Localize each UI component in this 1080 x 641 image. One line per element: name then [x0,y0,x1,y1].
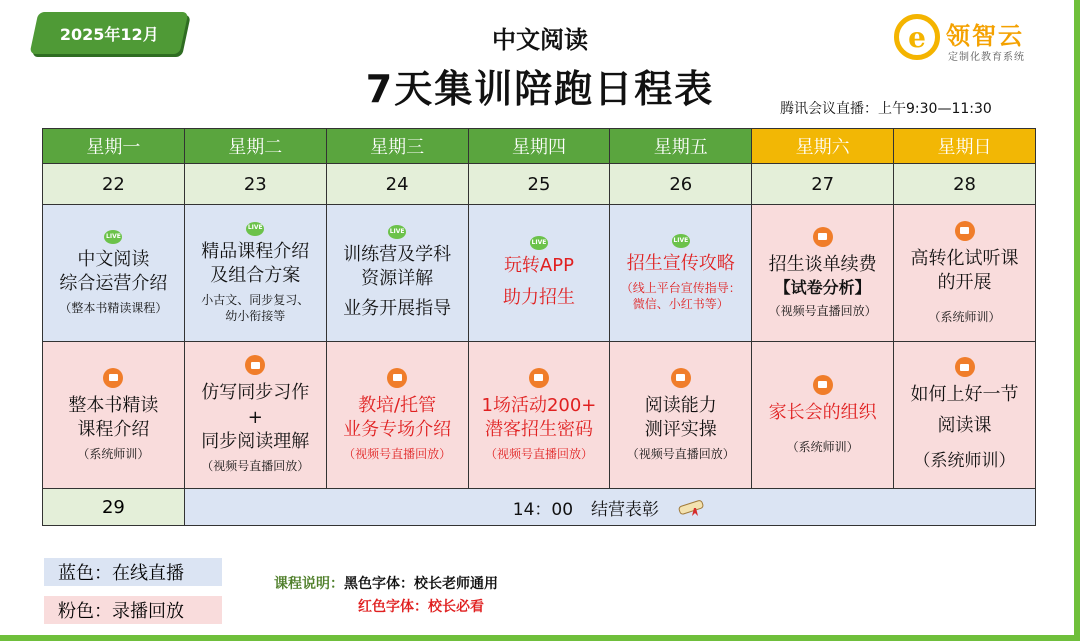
session-note: （系统师训） [786,440,859,455]
session-title: 资源详解 [361,267,434,289]
session-cell [468,205,610,342]
logo-name: 领智云 [946,22,1024,50]
weekday-header-row [43,129,1036,164]
video-record-icon [813,375,833,395]
date-cell: 25 [468,164,610,205]
session-title: 玩转APP [503,254,574,276]
session-title: 潜客招生密码 [484,418,593,440]
session-title: 招生宣传攻略 [626,252,735,274]
session-title: 课程介绍 [77,418,150,440]
session-row-1 [43,205,1036,342]
session-title: + [247,406,263,428]
video-record-icon [245,355,265,375]
closing-event-cell [184,489,1035,526]
session-title: 助力招生 [502,287,575,308]
session-title: 整本书精读 [68,394,159,416]
session-cell [326,342,468,489]
session-title: 1场活动200+ [481,394,597,416]
session-note: （线上平台宣传指导： [620,280,741,295]
session-title: 招生谈单续费 [768,253,877,275]
session-note: 微信、小红书等） [632,297,729,312]
session-cell [43,205,185,342]
session-cell [752,342,894,489]
session-note: （视频号直播回放） [201,459,310,474]
session-note: （视频号直播回放） [768,303,877,318]
session-title: 阅读能力 [644,394,717,416]
date-tab-label: 2025年12月 [59,24,159,44]
session-cell [326,205,468,342]
session-cell [43,342,185,489]
certificate-scroll-icon [677,497,707,517]
session-title: 训练营及学科 [343,243,452,265]
course-note-red: 红色字体：校长必看 [358,599,484,615]
session-title: 及组合方案 [210,264,301,286]
session-title: 如何上好一节 [910,384,1019,406]
logo-tagline: 定制化教育系统 [948,52,1025,63]
session-cell [184,205,326,342]
date-cell: 28 [894,164,1036,205]
session-title: 业务开展指导 [343,298,452,320]
session-title: 家长会的组织 [768,401,877,423]
session-title: 阅读课 [937,414,992,436]
session-cell [894,205,1036,342]
session-note: （视频号直播回放） [343,447,452,462]
video-record-icon [387,368,407,388]
date-cell: 24 [326,164,468,205]
course-note-black: 黑色字体：校长老师通用 [344,576,498,592]
session-title: 精品课程介绍 [201,240,310,262]
session-title: 的开展 [937,271,992,293]
closing-event: 结营表彰 [591,499,660,520]
date-row [43,164,1036,205]
video-record-icon [955,357,975,377]
date-cell: 23 [184,164,326,205]
session-cell [468,342,610,489]
session-cell [752,205,894,342]
session-cell [894,342,1036,489]
course-note [274,573,498,593]
session-title: 仿写同步习作 [201,382,310,404]
session-note: （视频号直播回放） [484,447,593,462]
weekday-thu: 星期四 [468,129,610,164]
video-record-icon [813,227,833,247]
brand-logo [894,14,1044,66]
date-cell: 27 [752,164,894,205]
video-record-icon [103,368,123,388]
course-note-label: 课程说明： [274,576,344,592]
session-note: （系统师训） [913,450,1016,471]
legend-live: 蓝色：在线直播 [44,558,222,586]
page-title: 中文阅读 [492,26,588,54]
session-title: 测评实操 [644,418,717,440]
session-cell [610,205,752,342]
session-note: （系统师训） [77,447,150,462]
session-row-2 [43,342,1036,489]
video-record-icon [955,221,975,241]
weekday-tue: 星期二 [184,129,326,164]
session-note: 幼小衔接等 [225,309,286,324]
weekday-wed: 星期三 [326,129,468,164]
session-title: 综合运营介绍 [59,272,168,294]
weekday-mon: 星期一 [43,129,185,164]
live-icon: LIVE [388,225,406,239]
session-cell [610,342,752,489]
live-icon: LIVE [104,230,122,244]
session-title: 同步阅读理解 [201,431,310,453]
video-record-icon [529,368,549,388]
session-title: 中文阅读 [77,248,150,270]
live-icon: LIVE [246,222,264,236]
closing-time: 14：00 [512,499,574,520]
closing-date: 29 [43,489,185,526]
weekday-fri: 星期五 [610,129,752,164]
live-icon: LIVE [530,236,548,250]
date-cell: 26 [610,164,752,205]
session-note: 小古文、同步复习、 [201,293,310,308]
session-note: （系统师训） [928,310,1001,325]
live-icon: LIVE [672,234,690,248]
closing-row [43,489,1036,526]
weekday-sat: 星期六 [752,129,894,164]
schedule-table [42,128,1036,526]
session-title: 业务专场介绍 [343,418,452,440]
session-cell [184,342,326,489]
live-time-info: 腾讯会议直播：上午9:30—11:30 [780,101,992,117]
logo-icon: e [894,14,940,60]
legend-replay: 粉色：录播回放 [44,596,222,624]
date-cell: 22 [43,164,185,205]
session-note: （整本书精读课程） [59,301,168,316]
session-title: 【试卷分析】 [774,278,871,298]
session-title: 教培/托管 [358,394,437,416]
page-subtitle: 7天集训陪跑日程表 [365,67,715,111]
session-note: （视频号直播回放） [626,447,735,462]
session-title: 高转化试听课 [910,247,1019,269]
weekday-sun: 星期日 [894,129,1036,164]
video-record-icon [671,368,691,388]
